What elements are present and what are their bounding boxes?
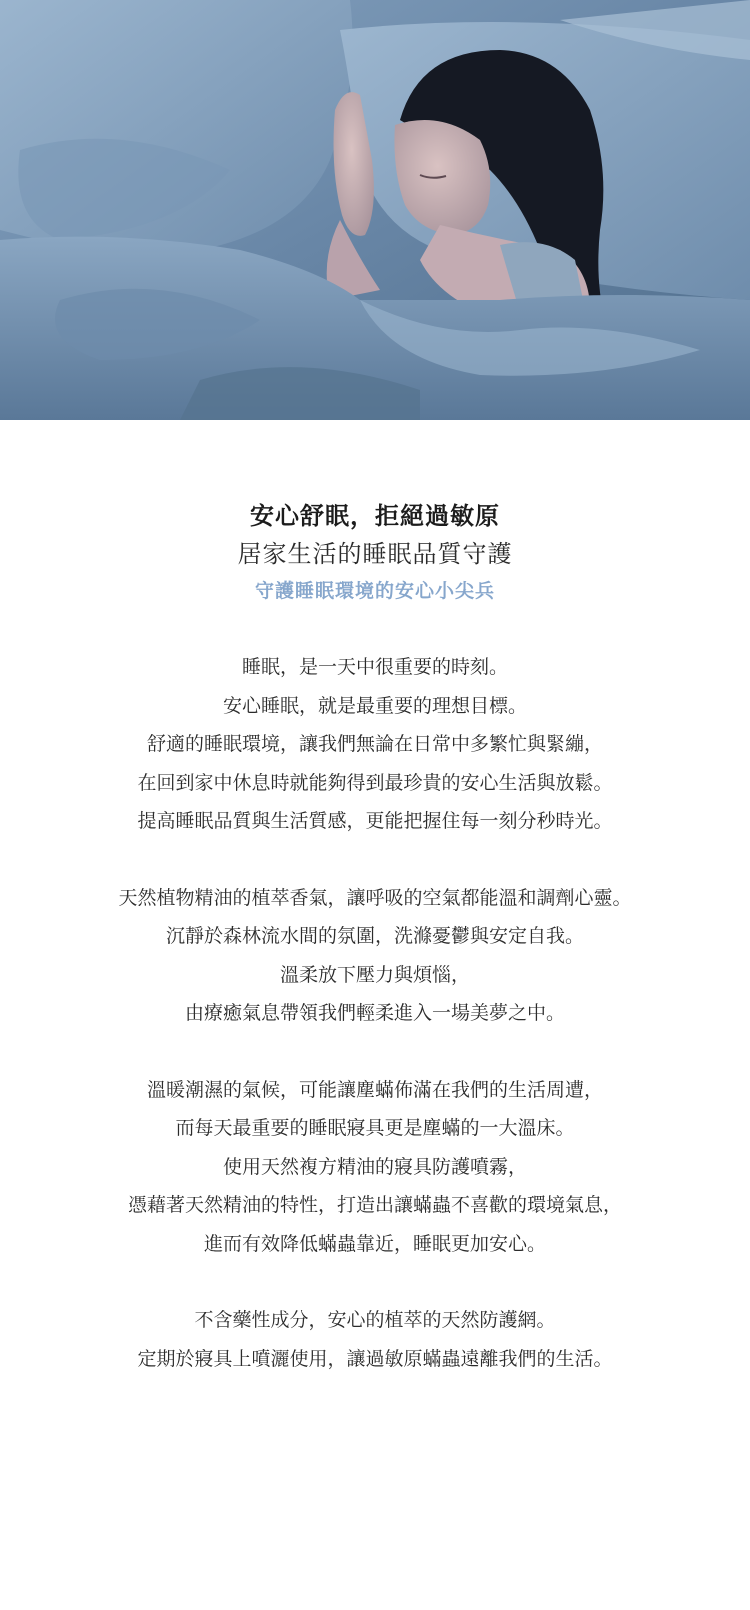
- hero-photo: [0, 0, 750, 420]
- page-subtitle: 居家生活的睡眠品質守護: [237, 540, 513, 568]
- paragraph-essential-oil: [0, 879, 750, 1033]
- text-line: 睡眠，是一天中很重要的時刻。: [241, 656, 508, 678]
- body-text: [0, 648, 750, 1378]
- text-line: 天然植物精油的植萃香氣，讓呼吸的空氣都能溫和調劑心靈。: [118, 886, 632, 909]
- text-line: 安心睡眠，就是最重要的理想目標。: [222, 694, 527, 717]
- text-line: 定期於寢具上噴灑使用，讓過敏原蟎蟲遠離我們的生活。: [137, 1347, 613, 1370]
- text-line: 進而有效降低蟎蟲靠近，睡眠更加安心。: [203, 1232, 546, 1255]
- tagline: 守護睡眠環境的安心小尖兵: [254, 580, 495, 602]
- text-line: 溫暖潮濕的氣候，可能讓塵蟎佈滿在我們的生活周遭，: [146, 1078, 603, 1101]
- text-line: 使用天然複方精油的寢具防護噴霧，: [222, 1155, 527, 1178]
- sleeping-woman-illustration: [0, 0, 750, 420]
- article: [0, 420, 750, 1378]
- text-line: 沉靜於森林流水間的氛圍，洗滌憂鬱與安定自我。: [165, 925, 584, 947]
- text-line: 舒適的睡眠環境，讓我們無論在日常中多繁忙與緊繃，: [146, 733, 603, 755]
- paragraph-sleep-importance: [0, 648, 750, 841]
- text-line: 而每天最重要的睡眠寢具更是塵蟎的一大溫床。: [175, 1117, 575, 1139]
- text-line: 溫柔放下壓力與煩惱，: [279, 963, 470, 986]
- text-line: 由療癒氣息帶領我們輕柔進入一場美夢之中。: [184, 1002, 565, 1024]
- text-line: 在回到家中休息時就能夠得到最珍貴的安心生活與放鬆。: [137, 771, 613, 794]
- paragraph-protection: [0, 1301, 750, 1378]
- text-line: 提高睡眠品質與生活質感，更能把握住每一刻分秒時光。: [137, 810, 613, 832]
- text-line: 憑藉著天然精油的特性，打造出讓蟎蟲不喜歡的環境氣息，: [127, 1194, 622, 1216]
- page-title: 安心舒眠，拒絕過敏原: [250, 502, 500, 530]
- text-line: 不含藥性成分，安心的植萃的天然防護網。: [194, 1309, 556, 1331]
- paragraph-dust-mites: [0, 1071, 750, 1264]
